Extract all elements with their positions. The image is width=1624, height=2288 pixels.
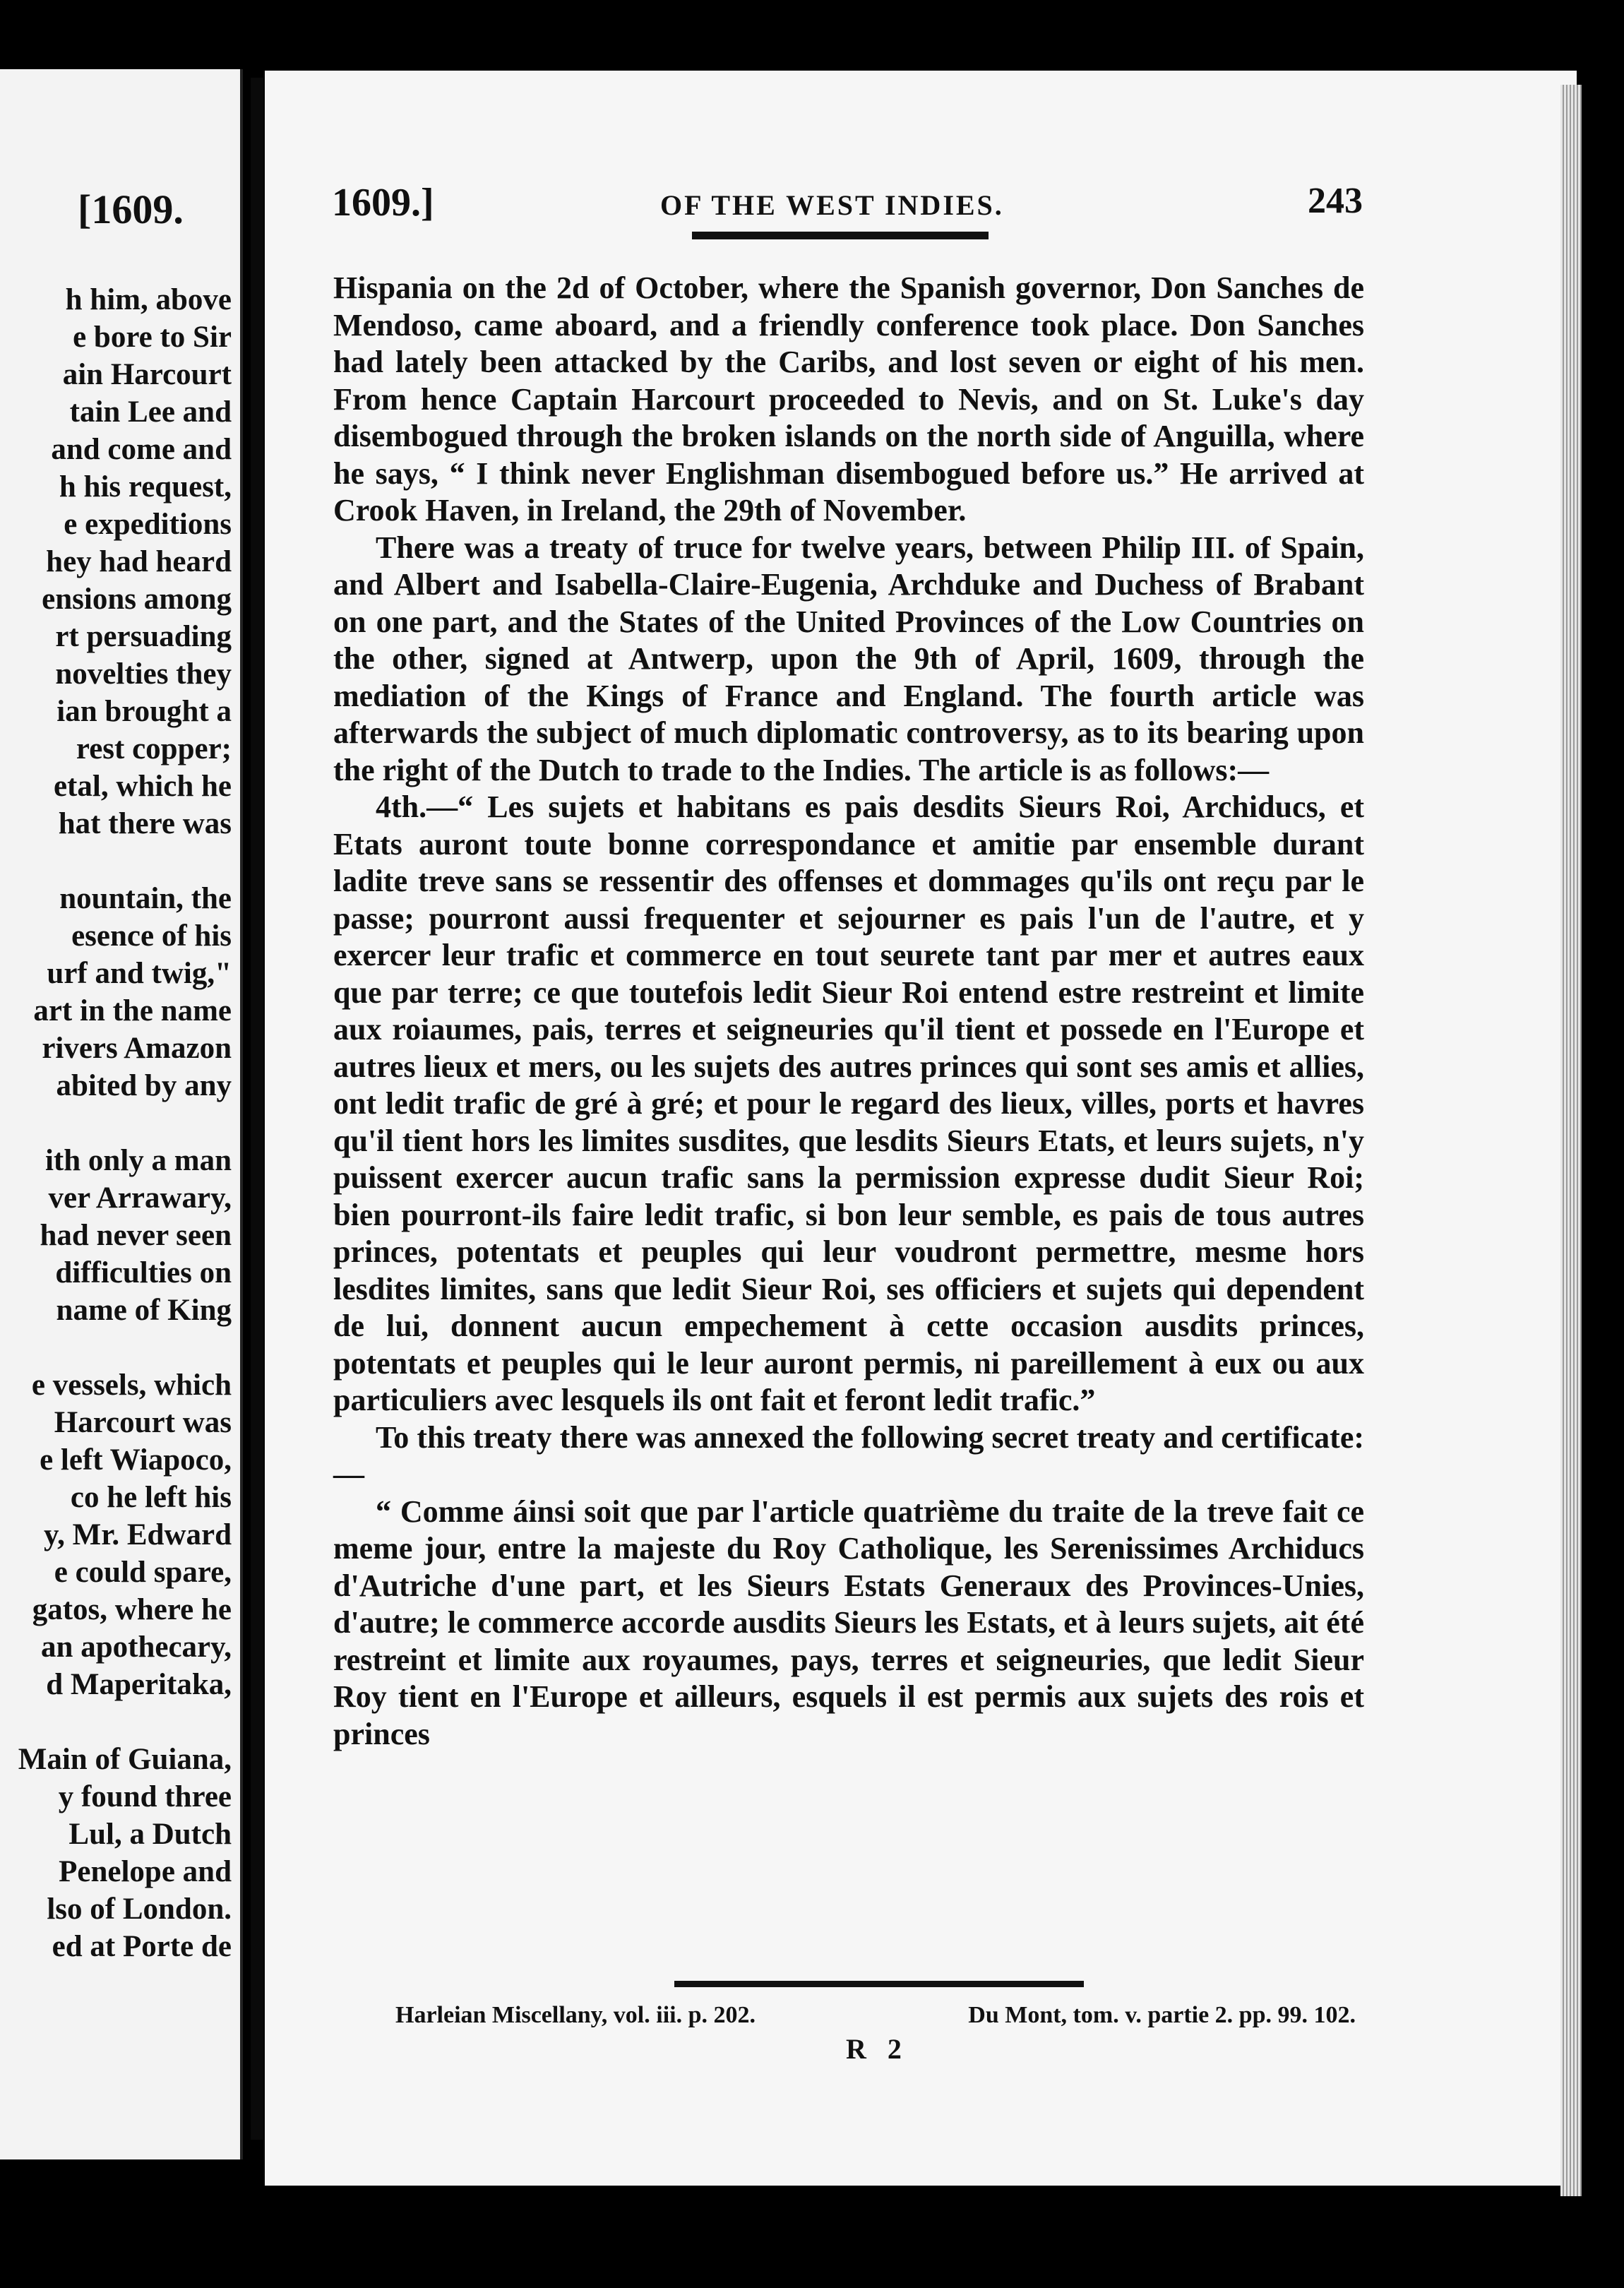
left-page-line: ed at Porte de	[52, 1930, 232, 1963]
left-page-line: h his request,	[59, 470, 232, 504]
running-head-title: OF THE WEST INDIES.	[660, 189, 1004, 221]
paragraph-5-secret-treaty-quote: “ Comme áinsi soit que par l'article quatrième du traite de la treve fait ce meme jour, entre la majeste du Roy Catholique, les Serenissimes Archiducs d'Autriche d'une part, et les Sieurs Estats Generaux des Provinces-Unies, d'autre; le commerce accorde ausdits Sieurs les Estats, et à leurs sujets, ait été restreint et limite aux royaumes, pays, terres et seigneuries, que ledit Sieur Roy tient en l'Europe et ailleurs, esquels il est permis aux sujets des rois et princes	[333, 1494, 1364, 1751]
left-page-line: gatos, where he	[32, 1593, 232, 1626]
page-number: 243	[1308, 181, 1363, 221]
left-page-text	[18, 281, 232, 1965]
running-head-year: 1609.]	[332, 181, 434, 225]
left-page-line: abited by any	[56, 1069, 232, 1102]
left-page-line: e expeditions	[64, 508, 232, 541]
left-page-line: ith only a man	[44, 1144, 232, 1177]
left-page-line: urf and twig,"	[47, 957, 232, 990]
left-page-line: difficulties on	[55, 1256, 232, 1289]
left-page-line	[18, 1329, 232, 1366]
left-page-line	[18, 842, 232, 880]
footnote-rule	[674, 1981, 1084, 1987]
left-page-line: ver Arrawary,	[48, 1181, 232, 1215]
left-page-line: etal, which he	[53, 770, 232, 803]
left-page	[0, 69, 243, 2159]
left-page-line: rest copper;	[76, 732, 232, 765]
left-page-line: had never seen	[40, 1219, 232, 1252]
left-page-line: nountain, the	[59, 882, 232, 915]
paragraph-4: To this treaty there was annexed the following secret treaty and certificate:—	[333, 1419, 1364, 1491]
left-page-line: Main of Guiana,	[18, 1743, 232, 1776]
left-page-line: y found three	[58, 1780, 232, 1813]
left-page-line	[18, 1104, 232, 1142]
footnote-left: Harleian Miscellany, vol. iii. p. 202.	[395, 2002, 756, 2028]
left-page-line: Penelope and	[59, 1855, 232, 1888]
left-page-line: y, Mr. Edward	[44, 1518, 232, 1551]
left-page-line: name of King	[56, 1294, 232, 1327]
left-page-line: hey had heard	[46, 545, 232, 578]
left-page-line: and come and	[51, 433, 232, 466]
running-head	[332, 180, 1363, 230]
left-page-line: hat there was	[58, 807, 232, 840]
left-page-line: tain Lee and	[69, 395, 232, 429]
left-page-line: e bore to Sir	[73, 321, 232, 354]
left-page-line: art in the name	[33, 994, 232, 1027]
left-page-line: rivers Amazon	[42, 1032, 232, 1065]
paragraph-1: Hispania on the 2d of October, where the Spanish governor, Don Sanches de Mendoso, came aboard, and a friendly conference took place. Don Sanches had lately been attacked by the Caribs, and lost seven or eight of his men. From hence Captain Harcourt proceeded to Nevis, and on St. Luke's day disembogued through the broken islands on the north side of Anguilla, where he says, “ I think never Englishman disembogued before us.” He arrived at Crook Haven, in Ireland, the 29th of November.	[333, 270, 1364, 528]
left-page-line: e could spare,	[54, 1556, 232, 1589]
left-page-line: ain Harcourt	[62, 358, 232, 391]
left-page-line: rt persuading	[55, 620, 232, 653]
left-page-line: e left Wiapoco,	[40, 1443, 232, 1477]
body-text	[333, 270, 1364, 1753]
left-page-line: Lul, a Dutch	[68, 1818, 232, 1851]
left-page-line	[18, 1703, 232, 1741]
signature-mark: R 2	[846, 2033, 909, 2065]
left-page-line: lso of London.	[47, 1893, 232, 1926]
left-page-line: d Maperitaka,	[46, 1668, 232, 1701]
footnote-right: Du Mont, tom. v. partie 2. pp. 99. 102.	[968, 2002, 1356, 2028]
left-page-line: Harcourt was	[54, 1406, 232, 1439]
left-page-line: h him, above	[65, 283, 232, 316]
left-page-line: e vessels, which	[31, 1369, 232, 1402]
left-page-line: an apothecary,	[41, 1631, 232, 1664]
left-page-header: [1609.	[78, 186, 184, 232]
paragraph-3-article-quote: 4th.—“ Les sujets et habitans es pais desdits Sieurs Roi, Archiducs, et Etats auront toute bonne correspondance et amitie par ensemble durant ladite treve sans se ressentir des offenses et dommages qu'ils ont reçu par le passe; pourront aussi frequenter et sejourner es pais l'un de l'autre, et y exercer leur trafic et commerce en tout seurete tant par mer et autres eaux que par terre; ce que toutefois ledit Sieur Roi entend estre restreint et limite aux roiaumes, pais, terres et seigneuries qu'il tient et possede en l'Europe et autres lieux et mers, ou les sujets des autres princes qui sont ses amis et allies, ont ledit trafic de gré à gré; et pour le regard des lieux, villes, ports et havres qu'il tient hors les limites susdites, que lesdits Sieurs Etats, et leurs sujets, n'y puissent exercer aucun trafic sans la permission expresse dudit Sieur Roi; bien pourront-ils faire ledit trafic, si bon leur semble, es pais de tous autres princes, potentats et peuples qui leur voudront permettre, mesme hors lesdites limites, sans que ledit Sieur Roi, ses officiers et sujets qui dependent de lui, donnent aucun empechement à cette occasion ausdits princes, potentats et peuples qui le leur auront permis, ni pareillement à eux ou aux particuliers avec lesquels ils ont fait et feront ledit trafic.”	[333, 790, 1364, 1417]
book-spine	[251, 78, 263, 2140]
left-page-line: novelties they	[55, 657, 232, 691]
header-rule	[692, 232, 989, 239]
left-page-line: ensions among	[42, 583, 232, 616]
left-page-line: co he left his	[70, 1481, 232, 1514]
paragraph-2: There was a treaty of truce for twelve years, between Philip III. of Spain, and Albert and Isabella-Claire-Eugenia, Archduke and Duchess of Brabant on one part, and the States of the United Provinces of the Low Countries on the other, signed at Antwerp, upon the 9th of April, 1609, through the mediation of the Kings of France and England. The fourth article was afterwards the subject of much diplomatic controversy, as to its bearing upon the right of the Dutch to trade to the Indies. The article is as follows:—	[333, 530, 1364, 787]
left-page-line: esence of his	[71, 919, 232, 953]
left-page-line: ian brought a	[56, 695, 232, 728]
page-edges	[1560, 85, 1582, 2196]
